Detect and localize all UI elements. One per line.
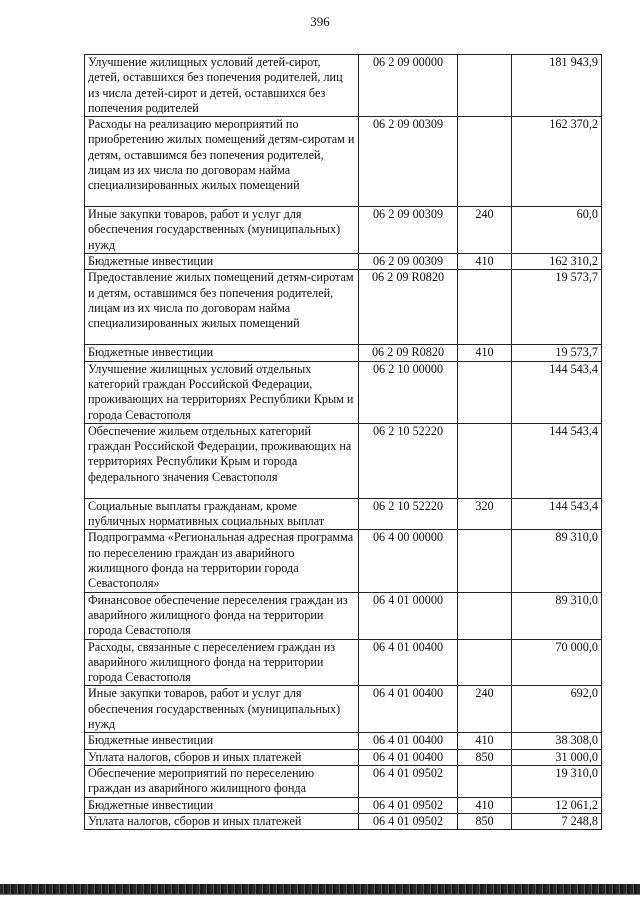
row-name: Иные закупки товаров, работ и услуг для обеспечения государственных (муниципальных) нужд [85, 686, 359, 733]
row-sum: 38 308,0 [512, 733, 602, 749]
row-name: Подпрограмма «Региональная адресная программа по переселению граждан из аварийного жилищного фонда на территории города Севастополя» [85, 530, 359, 592]
row-name: Бюджетные инвестиции [85, 254, 359, 270]
row-sum: 89 310,0 [512, 592, 602, 639]
row-code: 06 2 09 00309 [359, 254, 458, 270]
row-name: Бюджетные инвестиции [85, 345, 359, 361]
row-sum: 144 543,4 [512, 361, 602, 423]
row-code: 06 4 01 00000 [359, 592, 458, 639]
row-sum: 162 310,2 [512, 254, 602, 270]
table-row [85, 254, 602, 270]
row-expense-type: 240 [458, 207, 512, 254]
row-code: 06 2 10 52220 [359, 423, 458, 498]
table-row [85, 765, 602, 797]
row-sum: 19 310,0 [512, 765, 602, 797]
row-sum: 144 543,4 [512, 423, 602, 498]
table-row [85, 55, 602, 117]
row-sum: 19 573,7 [512, 345, 602, 361]
row-name: Уплата налогов, сборов и иных платежей [85, 813, 359, 829]
scan-edge-line [0, 894, 640, 895]
row-code: 06 4 01 00400 [359, 749, 458, 765]
table-row [85, 117, 602, 207]
row-code: 06 2 09 R0820 [359, 345, 458, 361]
table-row [85, 797, 602, 813]
row-expense-type [458, 423, 512, 498]
row-name: Иные закупки товаров, работ и услуг для обеспечения государственных (муниципальных) нужд [85, 207, 359, 254]
row-expense-type: 410 [458, 733, 512, 749]
row-code: 06 4 01 09502 [359, 813, 458, 829]
row-name: Улучшение жилищных условий отдельных категорий граждан Российской Федерации, проживающих на территориях Республики Крым и города Севастополя [85, 361, 359, 423]
row-expense-type: 410 [458, 254, 512, 270]
row-sum: 7 248,8 [512, 813, 602, 829]
row-code: 06 2 09 R0820 [359, 270, 458, 345]
row-sum: 60,0 [512, 207, 602, 254]
page-number: 396 [310, 14, 330, 29]
row-name: Расходы, связанные с переселением граждан из аварийного жилищного фонда на территории города Севастополя [85, 639, 359, 686]
row-name: Улучшение жилищных условий детей-сирот, детей, оставшихся без попечения родителей, лиц из числа детей-сирот и детей, оставшихся без попечения родителей [85, 55, 359, 117]
row-name: Бюджетные инвестиции [85, 733, 359, 749]
budget-table [84, 54, 602, 830]
table-row [85, 686, 602, 733]
row-sum: 692,0 [512, 686, 602, 733]
row-sum: 19 573,7 [512, 270, 602, 345]
row-expense-type [458, 765, 512, 797]
table-row [85, 530, 602, 592]
row-sum: 162 370,2 [512, 117, 602, 207]
table-row [85, 423, 602, 498]
row-sum: 70 000,0 [512, 639, 602, 686]
row-name: Социальные выплаты гражданам, кроме публичных нормативных социальных выплат [85, 498, 359, 530]
table-row [85, 207, 602, 254]
row-name: Бюджетные инвестиции [85, 797, 359, 813]
table-row [85, 498, 602, 530]
row-expense-type [458, 55, 512, 117]
row-code: 06 4 01 00400 [359, 733, 458, 749]
row-expense-type [458, 117, 512, 207]
row-expense-type [458, 270, 512, 345]
row-expense-type [458, 592, 512, 639]
row-name: Обеспечение жильем отдельных категорий граждан Российской Федерации, проживающих на территориях Республики Крым и города федерального значения Севастополя [85, 423, 359, 498]
row-name: Расходы на реализацию мероприятий по приобретению жилых помещений детям-сиротам и детям, оставшимся без попечения родителей, лицам из их числа по договорам найма специализированных жилых помещений [85, 117, 359, 207]
row-expense-type: 410 [458, 797, 512, 813]
table-row [85, 733, 602, 749]
row-expense-type: 240 [458, 686, 512, 733]
row-expense-type [458, 639, 512, 686]
row-expense-type [458, 530, 512, 592]
row-name: Уплата налогов, сборов и иных платежей [85, 749, 359, 765]
row-name: Финансовое обеспечение переселения граждан из аварийного жилищного фонда на территории города Севастополя [85, 592, 359, 639]
row-sum: 89 310,0 [512, 530, 602, 592]
row-expense-type [458, 361, 512, 423]
row-expense-type: 850 [458, 813, 512, 829]
row-code: 06 4 01 09502 [359, 797, 458, 813]
table-row [85, 639, 602, 686]
row-expense-type: 320 [458, 498, 512, 530]
row-code: 06 2 10 00000 [359, 361, 458, 423]
row-name: Предоставление жилых помещений детям-сиротам и детям, оставшимся без попечения родителей, лицам из их числа по договорам найма специализированных жилых помещений [85, 270, 359, 345]
table-row [85, 592, 602, 639]
row-name: Обеспечение мероприятий по переселению граждан из аварийного жилищного фонда [85, 765, 359, 797]
row-code: 06 4 01 09502 [359, 765, 458, 797]
row-expense-type: 850 [458, 749, 512, 765]
row-sum: 12 061,2 [512, 797, 602, 813]
row-sum: 144 543,4 [512, 498, 602, 530]
row-code: 06 2 09 00000 [359, 55, 458, 117]
row-expense-type: 410 [458, 345, 512, 361]
scan-edge-strip [0, 884, 640, 894]
table-row [85, 749, 602, 765]
row-code: 06 2 10 52220 [359, 498, 458, 530]
row-code: 06 4 00 00000 [359, 530, 458, 592]
table-row [85, 813, 602, 829]
row-code: 06 2 09 00309 [359, 207, 458, 254]
table-row [85, 345, 602, 361]
row-code: 06 4 01 00400 [359, 686, 458, 733]
row-code: 06 4 01 00400 [359, 639, 458, 686]
row-sum: 31 000,0 [512, 749, 602, 765]
row-code: 06 2 09 00309 [359, 117, 458, 207]
row-sum: 181 943,9 [512, 55, 602, 117]
table-row [85, 361, 602, 423]
table-row [85, 270, 602, 345]
